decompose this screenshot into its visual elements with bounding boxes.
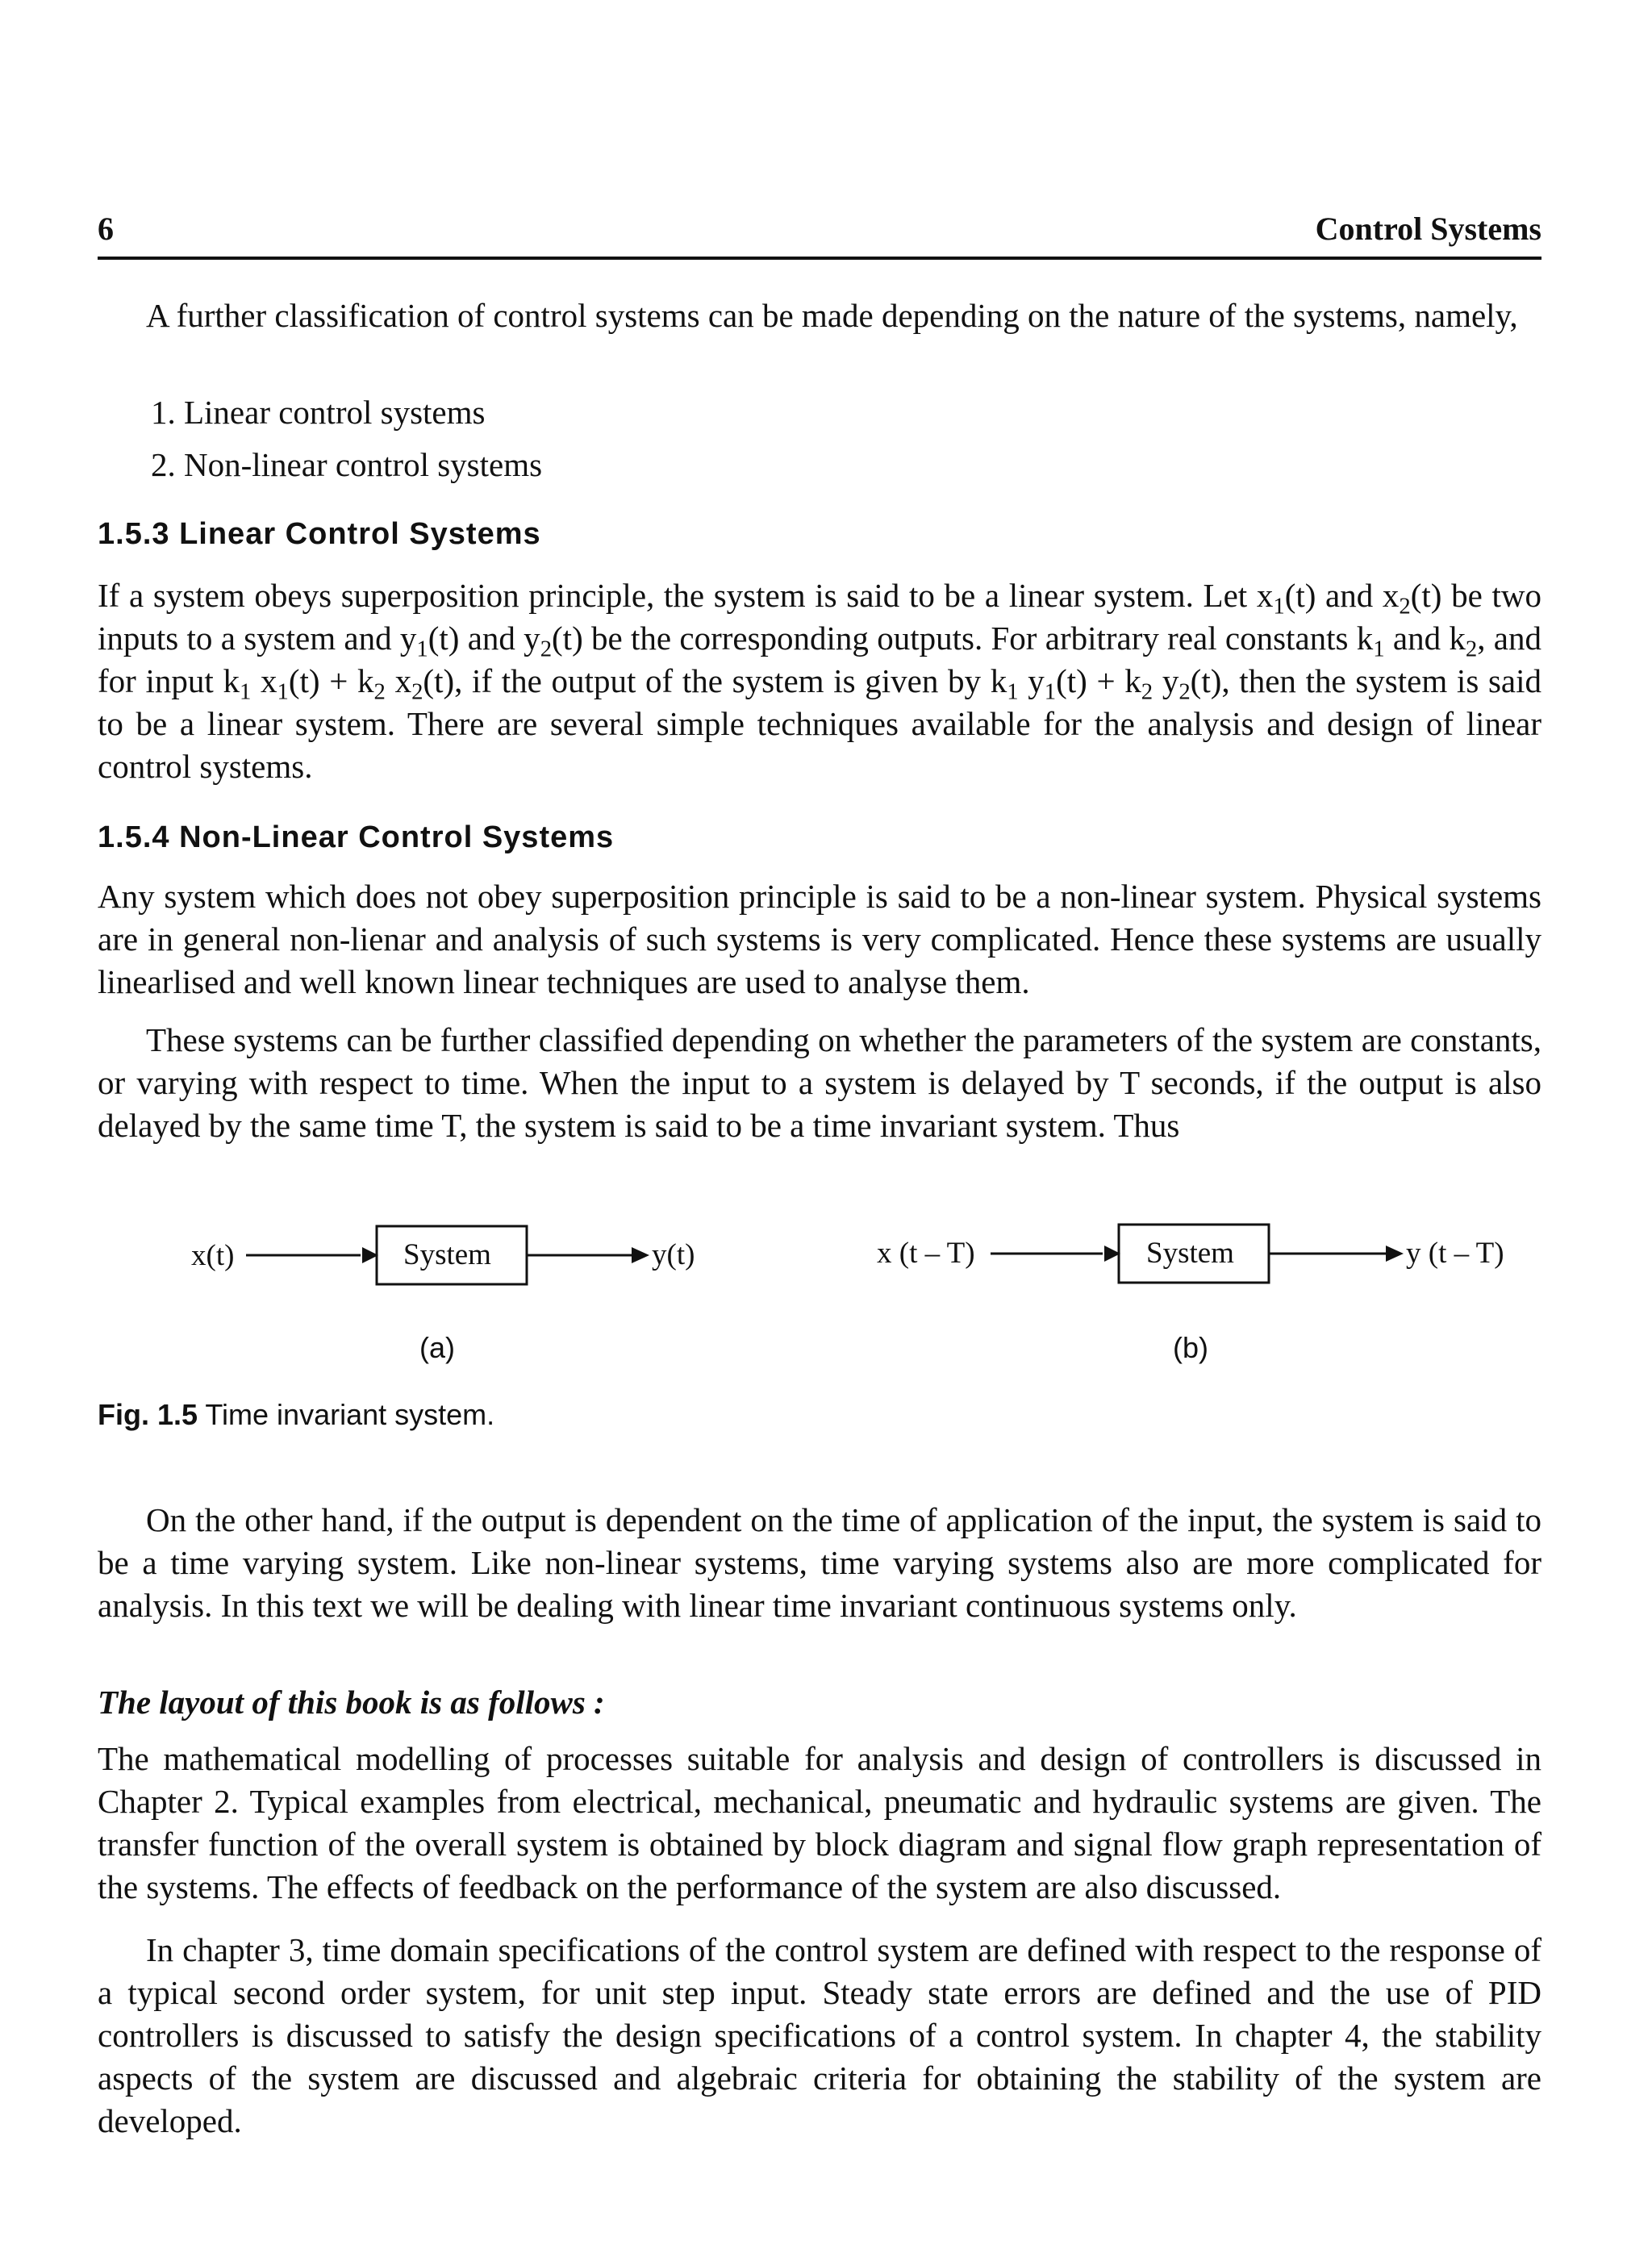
list-item-linear: 1. Linear control systems — [151, 394, 486, 431]
block-diagram-svg — [0, 1186, 1652, 1396]
figure-caption-text: Time invariant system. — [205, 1398, 495, 1431]
output-signal-a: y(t) — [652, 1238, 695, 1271]
output-signal-b: y (t – T) — [1406, 1237, 1504, 1270]
arrowhead-b-out — [1386, 1246, 1404, 1262]
layout-paragraph-2: In chapter 3, time domain specifications of the control system are defined with respect to the response of a typical second order system, for unit step input. Steady state errors are defined and the use of PID controllers is discussed to satisfy the design specifications of a control system. In chapter 4, the stability aspects of the system are discussed and algebraic criteria for obtaining the stability of the system are developed. — [98, 1931, 1541, 2139]
figure-label-b: (b) — [1173, 1331, 1208, 1364]
nonlinear-paragraph-2: These systems can be further classified depending on whether the parameters of the system are constants, or varying with respect to time. When the input to a system is delayed by T seconds, if the output is also delayed by the same time T, the system is said to be a time invariant system. Thus — [98, 1021, 1541, 1144]
input-signal-b: x (t – T) — [877, 1237, 975, 1270]
system-label-a: System — [403, 1238, 491, 1271]
running-title: Control Systems — [1315, 211, 1541, 247]
intro-paragraph: A further classification of control systems can be made depending on the nature of the systems, namely, — [146, 297, 1518, 334]
layout-paragraph-1: The mathematical modelling of processes suitable for analysis and design of controllers is discussed in Chapter 2. Typical examples from electrical, mechanical, pneumatic and hydraulic systems are given. The transfer function of the overall system is obtained by block diagram and signal flow graph representation of the systems. The effects of feedback on the performance of the system are also discussed. — [98, 1740, 1541, 1905]
system-label-b: System — [1146, 1237, 1234, 1270]
page-header — [98, 208, 1541, 260]
section-heading-linear: 1.5.3 Linear Control Systems — [98, 517, 541, 551]
time-varying-paragraph: On the other hand, if the output is dependent on the time of application of the input, the system is said to be a time varying system. Like non-linear systems, time varying systems also are more complicated for analysis. In this text we will be dealing with linear time invariant continuous systems only. — [98, 1501, 1541, 1624]
input-signal-a: x(t) — [191, 1239, 235, 1272]
page-number: 6 — [98, 211, 114, 247]
figure-label-a: (a) — [419, 1331, 455, 1364]
arrowhead-a-out — [632, 1247, 649, 1263]
figure-caption — [98, 1398, 494, 1432]
layout-heading: The layout of this book is as follows : — [98, 1684, 605, 1721]
nonlinear-paragraph-1: Any system which does not obey superposition principle is said to be a non-linear system. Physical systems are in general non-lienar and analysis of such systems is very complicated. Hence these systems are usually linearlised and well known linear techniques are used to analyse them. — [98, 878, 1541, 1000]
linear-systems-paragraph: If a system obeys superposition principle, the system is said to be a linear system. Let $x_1(t)$ and $x_2(t)$ be two inputs to a system and $y_1(t)$ and $y_2(t)$ be the corresponding outputs. For arbitrary real constants $k_1$ and $k_2$, and for input $k_1$ $x_1(t) + k_2$ $x_2(t)$, if the output of the system is given by $k_1$ $y_1(t) + k_2$ $y_2(t)$, then the system is said to be a linear system. There are several simple techniques available for the analysis and design of linear control systems. — [98, 577, 1542, 785]
figure-number: Fig. 1.5 — [98, 1398, 198, 1431]
section-heading-nonlinear: 1.5.4 Non-Linear Control Systems — [98, 820, 615, 854]
list-item-nonlinear: 2. Non-linear control systems — [151, 446, 543, 483]
